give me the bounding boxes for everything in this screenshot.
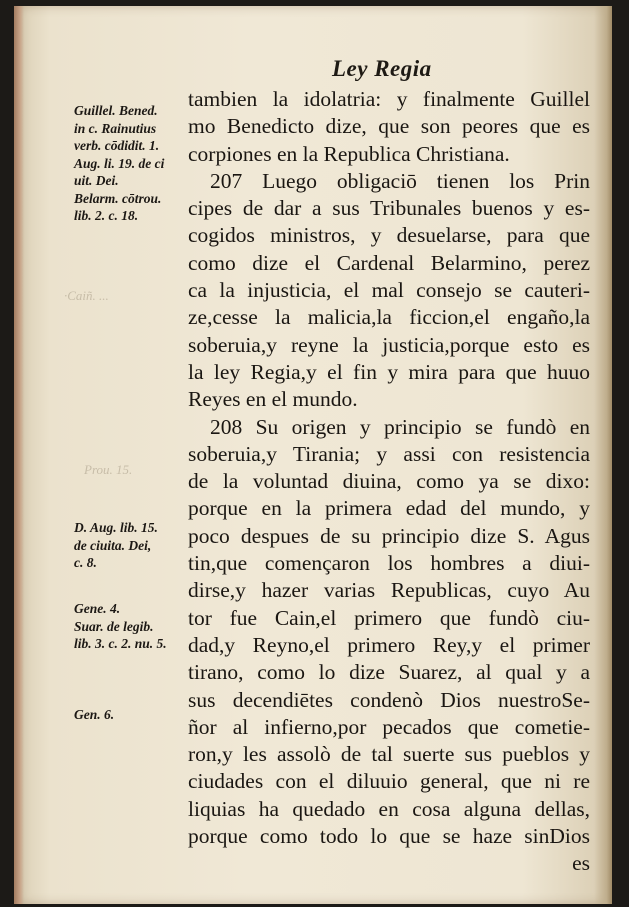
text-line: cogidos ministros, y desuelarse, para que — [188, 223, 590, 248]
margin-note-line: Gen. 6. — [74, 707, 115, 722]
text-line: ze,cesse la malicia,la ficcion,el engaño,la — [188, 305, 590, 330]
text-line: de la voluntad diuina, como ya se dixo: — [188, 469, 590, 494]
show-through-text: ·Caiñ. ... — [64, 288, 109, 303]
text-line: tambien la idolatria: y finalmente Guillel — [188, 87, 590, 111]
margin-note-line: de ciuita. Dei, — [74, 537, 152, 553]
margin-note-line: uit. Dei. — [74, 173, 119, 188]
running-head: Ley Regia — [332, 56, 432, 81]
book-page — [14, 6, 612, 904]
text-line: ñor al infierno,por pecados que cometie- — [188, 714, 590, 739]
text-line: tirano, como lo dize Suarez, al qual y a — [188, 660, 590, 685]
show-through-text: Prou. 15. — [84, 462, 133, 477]
text-line: 208 Su origen y principio se fundò en — [210, 414, 590, 439]
margin-note-line: Suar. de legib. — [74, 618, 154, 634]
margin-note-line: verb. cōdidit. 1. — [74, 138, 160, 153]
text-line: ron,y les assolò de tal suerte sus pueblos y — [188, 742, 590, 767]
text-line: soberuia,y reyne la justicia,porque esto es — [188, 332, 590, 357]
text-line: dirse,y hazer varias Republicas, cuyo Au — [188, 578, 590, 603]
text-line: 207 Luego obligaciō tienen los Prin — [210, 168, 590, 193]
text-line: porque como todo lo que se haze sinDios — [188, 824, 590, 849]
text-line: la ley Regia,y el fin y mira para que huuo — [188, 359, 590, 384]
text-line: porque en la primera edad del mundo, y — [188, 496, 590, 521]
text-line: sus decendiētes condenò Dios nuestroSe- — [188, 687, 590, 712]
margin-note-line: Belarm. cōtrou. — [74, 190, 162, 206]
text-line: ciudades con el diluuio general, que ni re — [188, 769, 590, 794]
body-text — [188, 86, 590, 878]
page-gutter — [594, 6, 612, 904]
catchword: es — [572, 851, 590, 876]
margin-note — [74, 102, 190, 225]
margin-note-line: lib. 2. c. 18. — [74, 208, 139, 223]
text-line: cipes de dar a sus Tribunales buenos y es- — [188, 196, 590, 221]
text-line: mo Benedicto dize, que son peores que es — [188, 114, 590, 139]
text-line: como dize el Cardenal Belarmino, perez — [188, 250, 590, 275]
margin-note — [74, 706, 190, 724]
page-edge — [14, 6, 24, 904]
text-line: corpiones en la Republica Christiana. — [188, 141, 510, 166]
margin-note-line: Guillel. Bened. — [74, 103, 158, 118]
text-line: tin,que començaron los hombres a diui- — [188, 551, 590, 576]
text-line: ca la injusticia, el mal consejo se cauteri- — [188, 278, 590, 303]
text-line: Reyes en el mundo. — [188, 387, 358, 412]
margin-note-line: Gene. 4. — [74, 601, 121, 616]
margin-note-line: lib. 3. c. 2. nu. 5. — [74, 636, 167, 651]
text-line: liquias ha quedado en cosa alguna dellas, — [188, 796, 590, 821]
margin-note-line: in c. Rainutius — [74, 120, 157, 136]
text-line: dad,y Reyno,el primero Rey,y el primer — [188, 632, 590, 657]
text-line: poco despues de su principio dize S. Agus — [188, 523, 590, 548]
margin-note-line: Aug. li. 19. de ci — [74, 155, 165, 171]
margin-note-line: c. 8. — [74, 555, 97, 570]
text-line: soberuia,y Tirania; y assi con resistencia — [188, 441, 590, 466]
margin-note — [74, 600, 190, 653]
text-line: tor fue Cain,el primero que fundò ciu- — [188, 605, 590, 630]
margin-note — [74, 519, 190, 572]
margin-note-line: D. Aug. lib. 15. — [74, 520, 158, 535]
